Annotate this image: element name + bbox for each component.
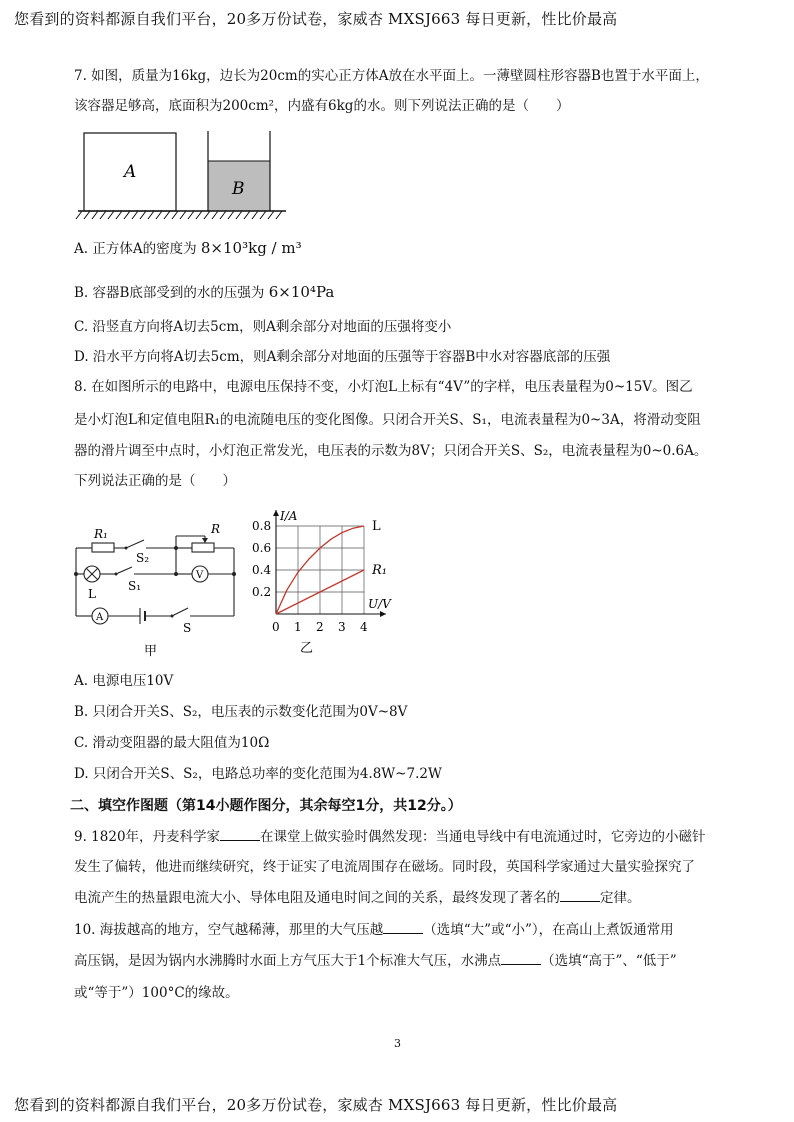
q7-option-a-text: A. 正方体A的密度为	[74, 241, 197, 257]
circuit-v-label: V	[196, 570, 204, 581]
chart-x-tick-label: 0	[272, 620, 280, 634]
q10-line1-part1: 10. 海拔越高的地方，空气越稀薄，那里的大气压越	[74, 922, 384, 938]
circuit-diagram	[64, 516, 244, 660]
q10-line3: 或“等于”）100°C的缘故。	[74, 985, 239, 1001]
q8-option-a: A. 电源电压10V	[74, 673, 174, 689]
chart-series-label: L	[372, 519, 381, 534]
q7-figure	[74, 128, 290, 226]
chart-y-tick-label: 0.8	[252, 519, 272, 533]
q7-option-a-formula: 8×10³kg / m³	[200, 239, 302, 257]
chart-caption: 乙	[300, 641, 314, 656]
chart-y-tick-label: 0.6	[252, 541, 272, 555]
q10-line1	[74, 921, 674, 939]
rheostat-r	[192, 543, 214, 552]
q8-stem-line4: 下列说法正确的是（ ）	[74, 473, 236, 489]
q10-blank-2[interactable]	[501, 952, 541, 965]
chart-x-tick-label: 4	[360, 620, 368, 634]
q7-option-c: C. 沿竖直方向将A切去5cm，则A剩余部分对地面的压强将变小	[74, 319, 452, 335]
q10-line2-part1: 高压锅，是因为锅内水沸腾时水面上方气压大于1个标准大气压，水沸点	[74, 953, 502, 969]
switch-s2-blade	[126, 540, 144, 548]
q9-line2: 发生了偏转，他进而继续研究，终于证实了电流周围存在磁场。同时段，英国科学家通过大量实验探究了	[74, 859, 695, 875]
q9-line1-part2: 在课堂上做实验时偶然发现：当通电导线中有电流通过时，它旁边的小磁针	[260, 829, 706, 845]
chart-y-axis-label: I/A	[280, 509, 298, 523]
page-number: 3	[394, 1037, 401, 1050]
chart-y-tick-label: 0.4	[252, 563, 272, 577]
q7-option-a	[74, 239, 302, 258]
circuit-s1-label: S₁	[128, 579, 142, 593]
section-2-heading: 二、填空作图题（第14小题作图分，其余每空1分，共12分。）	[70, 798, 462, 814]
q7-option-b	[74, 283, 334, 302]
q10-line2	[74, 952, 677, 970]
chart-x-tick-label: 3	[338, 620, 346, 634]
q8-stem-line1: 8. 在如图所示的电路中，电源电压保持不变，小灯泡L上标有“4V”的字样，电压表量程为0~15V。图乙	[74, 379, 693, 395]
q8-option-c: C. 滑动变阻器的最大阻值为10Ω	[74, 735, 270, 751]
q10-line2-part2: （选填“高于”、“低于”	[541, 953, 677, 969]
q7-option-d: D. 沿水平方向将A切去5cm，则A剩余部分对地面的压强等于容器B中水对容器底部的压强	[74, 349, 611, 365]
cube-a-label: A	[124, 162, 137, 182]
circuit-s2-label: S₂	[136, 551, 150, 565]
chart-x-tick-label: 2	[316, 620, 324, 634]
chart-x-arrow	[380, 611, 386, 617]
q8-option-b: B. 只闭合开关S、S₂，电压表的示数变化范围为0V~8V	[74, 704, 408, 720]
q8-stem-line2: 是小灯泡L和定值电阻R₁的电流随电压的变化图像。只闭合开关S、S₁，电流表量程为0~3A，将滑动变阻	[74, 412, 701, 428]
chart-series-label: R₁	[372, 563, 387, 578]
resistor-r1	[92, 543, 114, 552]
q7-option-b-formula: 6×10⁴Pa	[268, 283, 335, 301]
ground-hatching	[76, 211, 282, 219]
q9-line3-part1: 电流产生的热量跟电流大小、导体电阻及通电时间之间的关系，最终发现了著名的	[74, 890, 560, 906]
chart-y-arrow	[273, 510, 279, 516]
circuit-l-label: L	[88, 587, 96, 601]
circuit-caption: 甲	[144, 644, 158, 659]
q7-stem-line2: 该容器足够高，底面积为200cm²，内盛有6kg的水。则下列说法正确的是（ ）	[74, 98, 570, 114]
q9-line3	[74, 889, 641, 907]
q7-stem-line1: 7. 如图，质量为16kg，边长为20cm的实心正方体A放在水平面上。一薄壁圆柱形容器B也置于水平面上，	[74, 68, 709, 84]
circuit-r1-label: R₁	[94, 527, 108, 541]
top-banner: 您看到的资料都源自我们平台，20多万份试卷，家威杏 MXSJ663 每日更新，性比价最高	[14, 10, 618, 28]
chart-y-tick-label: 0.2	[252, 585, 272, 599]
q8-option-d: D. 只闭合开关S、S₂，电路总功率的变化范围为4.8W~7.2W	[74, 766, 442, 782]
circuit-r-label: R	[211, 522, 221, 536]
q9-blank-2[interactable]	[560, 889, 600, 902]
chart-x-axis-label: U/V	[368, 597, 391, 611]
q10-blank-1[interactable]	[383, 921, 423, 934]
q9-blank-1[interactable]	[220, 828, 260, 841]
circuit-s-label: S	[183, 621, 192, 635]
iv-chart	[248, 502, 408, 660]
q8-stem-line3: 器的滑片调至中点时，小灯泡正常发光，电压表的示数为8V；只闭合开关S、S₂，电流表量程为0~0.6A。	[74, 443, 708, 459]
q10-line1-part2: （选填“大”或“小”），在高山上煮饭通常用	[423, 922, 674, 938]
circuit-a-label: A	[96, 612, 104, 623]
switch-s-blade	[172, 608, 188, 616]
bottom-banner: 您看到的资料都源自我们平台，20多万份试卷，家威杏 MXSJ663 每日更新，性比价最高	[14, 1096, 618, 1114]
q9-line1-part1: 9. 1820年，丹麦科学家	[74, 829, 221, 845]
container-b-label: B	[232, 179, 245, 199]
q9-line3-part2: 定律。	[600, 890, 641, 906]
chart-x-tick-label: 1	[294, 620, 302, 634]
switch-s1-blade	[116, 567, 132, 574]
q7-option-b-text: B. 容器B底部受到的水的压强为	[74, 285, 265, 301]
q9-line1	[74, 828, 706, 846]
